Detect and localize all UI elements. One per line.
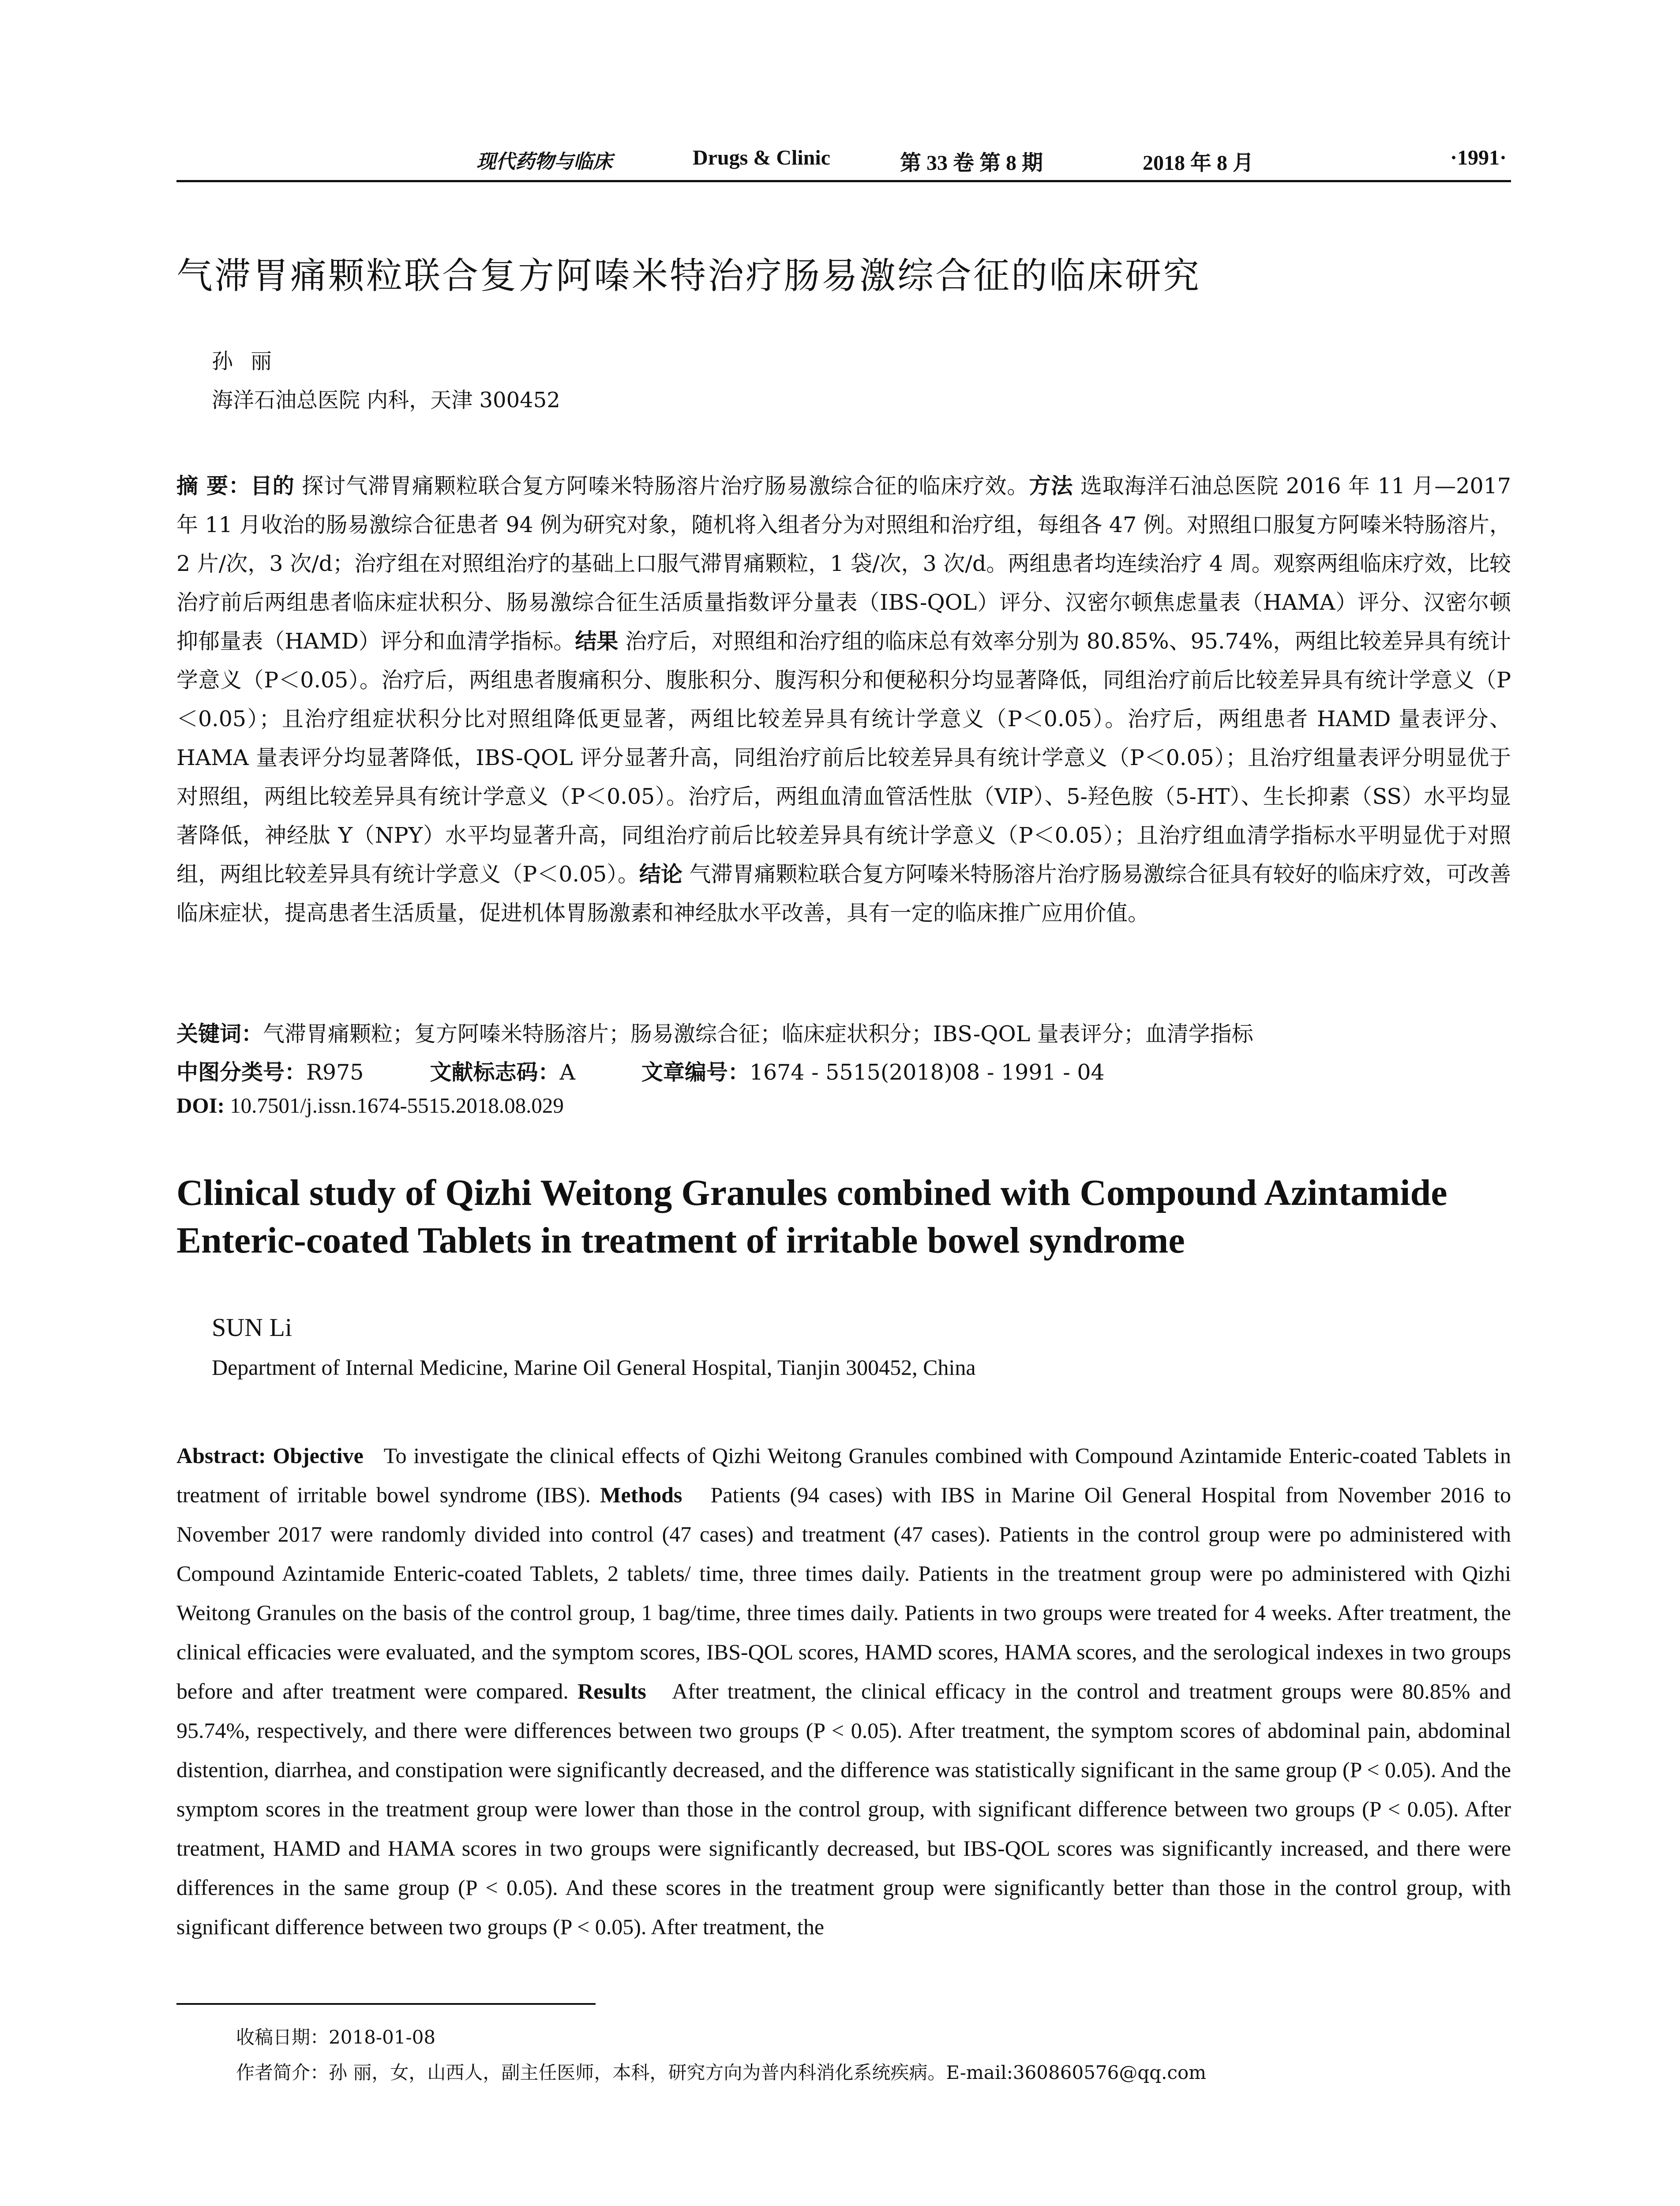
issue-date: 2018 年 8 月 <box>1143 151 1254 175</box>
doi-label: DOI: <box>176 1093 225 1118</box>
classification-line <box>176 1055 1105 1086</box>
conclusion-text-cn: 气滞胃痛颗粒联合复方阿嗪米特肠溶片治疗肠易激综合征具有较好的临床疗效，可改善临床症状，提高患者生活质量，促进机体胃肠激素和神经肽水平改善，具有一定的临床推广应用价值。 <box>176 862 1511 926</box>
methods-label-en: Methods <box>600 1482 682 1507</box>
author-bio-note: 作者简介：孙 丽，女，山西人，副主任医师，本科，研究方向为普内科消化系统疾病。E-mail:360860576@qq.com <box>236 2062 1207 2083</box>
results-text-en: After treatment, the clinical efficacy in the control and treatment groups were 80.85% and 95.74%, respectively, and there were differences between two groups (P < 0.05). After treatment, the symptom scores of abdominal pain, abdominal distention, diarrhea, and constipation were significantly decreased, and the difference was statistically significant in the same group (P < 0.05). And the symptom scores in the treatment group were lower than those in the control group, with significant difference between two groups (P < 0.05). After treatment, HAMD and HAMA scores in two groups were significantly decreased, but IBS-QOL scores was significantly increased, and there were differences in the same group (P < 0.05). And these scores in the treatment group were significantly better than those in the control group, with significant difference between two groups (P < 0.05). After treatment, the <box>176 1679 1511 1939</box>
keywords-label: 关键词： <box>176 1021 263 1047</box>
objective-text-en: To investigate the clinical effects of Qizhi Weitong Granules combined with Compound Azintamide Enteric-coated Tablets in treatment of irritable bowel syndrome (IBS). <box>176 1443 1511 1507</box>
doc-code-value: A <box>559 1060 575 1085</box>
results-label-cn: 结果 <box>575 629 619 654</box>
objective-text-cn: 探讨气滞胃痛颗粒联合复方阿嗪米特肠溶片治疗肠易激综合征的临床疗效。 <box>302 473 1029 499</box>
author-name-en: SUN Li <box>212 1313 292 1342</box>
received-date-note: 收稿日期：2018-01-08 <box>236 2026 436 2048</box>
methods-text-en: Patients (94 cases) with IBS in Marine Oil General Hospital from November 2016 to November 2017 were randomly divided into control (47 cases) and treatment (47 cases). Patients in the control group were po administered with Compound Azintamide Enteric-coated Tablets, 2 tablets/ time, three times daily. Patients in the treatment group were po administered with Qizhi Weitong Granules on the basis of the control group, 1 bag/time, three times daily. Patients in two groups were treated for 4 weeks. After treatment, the clinical efficacies were evaluated, and the symptom scores, IBS-QOL scores, HAMD scores, HAMA scores, and the serological indexes in two groups before and after treatment were compared. <box>176 1482 1511 1703</box>
volume-issue: 第 33 卷 第 8 期 <box>900 151 1043 175</box>
article-number-label: 文章编号： <box>641 1060 750 1085</box>
methods-label-cn: 方法 <box>1029 473 1073 499</box>
clc-value: R975 <box>306 1060 364 1085</box>
page-number: ·1991· <box>1450 146 1507 169</box>
methods-text-cn: 选取海洋石油总医院 2016 年 11 月—2017 年 11 月收治的肠易激综合征患者 94 例为研究对象，随机将入组者分为对照组和治疗组，每组各 47 例。对照组口服复方阿嗪米特肠溶片，2 片/次，3 次/d；治疗组在对照组治疗的基础上口服气滞胃痛颗粒，1 袋/次，3 次/d。两组患者均连续治疗 4 周。观察两组临床疗效，比较治疗前后两组患者临床症状积分、肠易激综合征生活质量指数评分量表（IBS-QOL）评分、汉密尔顿焦虑量表（HAMA）评分、汉密尔顿抑郁量表（HAMD）评分和血清学指标。 <box>176 473 1511 654</box>
objective-label-cn: 目的 <box>250 473 295 499</box>
results-label-en: Results <box>578 1679 646 1703</box>
doi-value: 10.7501/j.issn.1674-5515.2018.08.029 <box>230 1093 564 1118</box>
objective-label-en: Objective <box>273 1443 364 1468</box>
footnote-divider <box>176 2003 596 2005</box>
author-name-cn: 孙丽 <box>212 349 290 374</box>
conclusion-label-cn: 结论 <box>639 862 682 887</box>
journal-name-en: Drugs & Clinic <box>693 146 830 169</box>
clc-label: 中图分类号： <box>176 1060 307 1085</box>
article-number-value: 1674 - 5515(2018)08 - 1991 - 04 <box>749 1060 1105 1085</box>
keywords-line <box>176 1017 1253 1048</box>
keywords-text: 气滞胃痛颗粒；复方阿嗪米特肠溶片；肠易激综合征；临床症状积分；IBS-QOL 量表评分；血清学指标 <box>263 1021 1253 1047</box>
results-text-cn: 治疗后，对照组和治疗组的临床总有效率分别为 80.85%、95.74%，两组比较差异具有统计学意义（P＜0.05）。治疗后，两组患者腹痛积分、腹胀积分、腹泻积分和便秘积分均显著降低，同组治疗前后比较差异具有统计学意义（P＜0.05）；且治疗组症状积分比对照组降低更显著，两组比较差异具有统计学意义（P＜0.05）。治疗后，两组患者 HAMD 量表评分、HAMA 量表评分均显著降低，IBS-QOL 评分显著升高，同组治疗前后比较差异具有统计学意义（P＜0.05）；且治疗组量表评分明显优于对照组，两组比较差异具有统计学意义（P＜0.05）。治疗后，两组血清血管活性肽（VIP）、5-羟色胺（5-HT）、生长抑素（SS）水平均显著降低，神经肽 Y（NPY）水平均显著升高，同组治疗前后比较差异具有统计学意义（P＜0.05）；且治疗组血清学指标水平明显优于对照组，两组比较差异具有统计学意义（P＜0.05）。 <box>176 629 1511 887</box>
doi-line <box>176 1093 564 1118</box>
article-title-cn: 气滞胃痛颗粒联合复方阿嗪米特治疗肠易激综合征的临床研究 <box>176 255 1201 297</box>
doc-code-label: 文献标志码： <box>430 1060 560 1085</box>
affiliation-en: Department of Internal Medicine, Marine Oil General Hospital, Tianjin 300452, China <box>212 1355 976 1380</box>
article-title-en: Clinical study of Qizhi Weitong Granules combined with Compound Azintamide Enteric-coated Tablets in treatment of irritable bowel syndrome <box>176 1172 1448 1261</box>
abstract-cn <box>176 467 1511 933</box>
abstract-label-en: Abstract: <box>176 1443 266 1468</box>
journal-name-cn: 现代药物与临床 <box>476 151 612 173</box>
abstract-en <box>176 1436 1511 1947</box>
abstract-label-cn: 摘 要： <box>176 473 251 499</box>
affiliation-cn: 海洋石油总医院 内科，天津 300452 <box>212 388 560 413</box>
running-header <box>176 140 1511 182</box>
